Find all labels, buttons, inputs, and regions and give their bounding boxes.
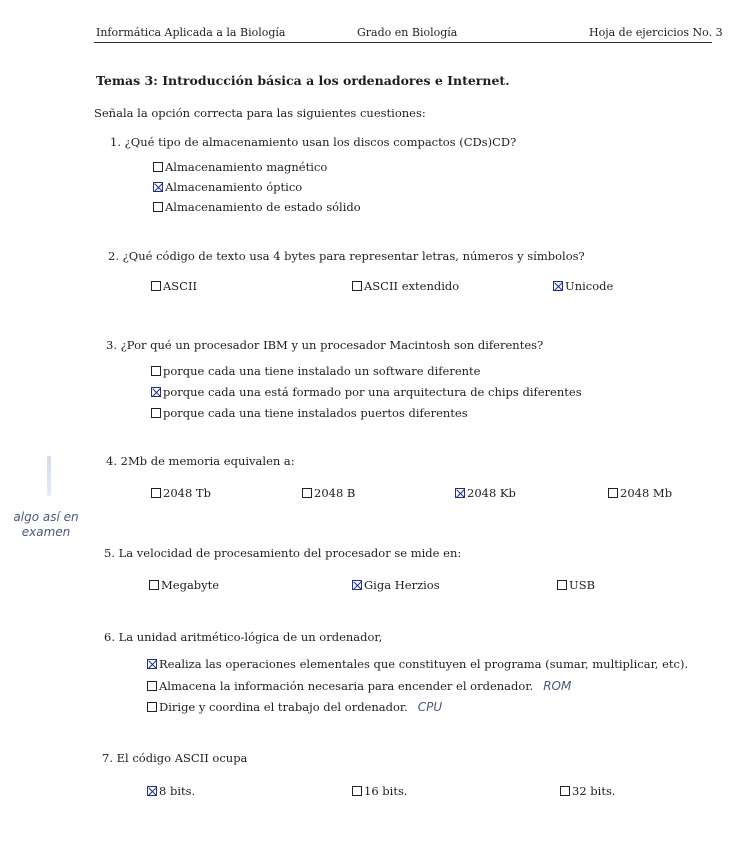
instructions: Señala la opción correcta para las siguientes cuestiones: (94, 106, 426, 120)
option-label: 2048 B (314, 486, 356, 500)
checkbox-q3-c[interactable] (151, 408, 161, 418)
checkbox-q2-b[interactable] (352, 281, 362, 291)
option-label: Almacenamiento magnético (165, 160, 328, 174)
question-1: 1. ¿Qué tipo de almacenamiento usan los discos compactos (CDs)CD? (110, 135, 517, 149)
checkbox-q5-b[interactable] (352, 580, 362, 590)
checkbox-q4-a[interactable] (151, 488, 161, 498)
option-label: Megabyte (161, 578, 220, 592)
option-q6-a[interactable] (147, 657, 688, 671)
option-q6-b[interactable] (147, 679, 571, 693)
option-label: 2048 Kb (467, 486, 516, 500)
option-q4-c[interactable] (455, 486, 516, 500)
checkbox-q4-c[interactable] (455, 488, 465, 498)
option-q7-c[interactable] (560, 784, 616, 798)
checkbox-q7-b[interactable] (352, 786, 362, 796)
option-q4-a[interactable] (151, 486, 211, 500)
option-q3-a[interactable] (151, 364, 481, 378)
option-label: porque cada una está formado por una arquitectura de chips diferentes (163, 385, 582, 399)
handwritten-margin-note (6, 510, 86, 540)
option-q2-b[interactable] (352, 279, 459, 293)
checkbox-q7-c[interactable] (560, 786, 570, 796)
option-label: ASCII (163, 279, 198, 293)
question-5: 5. La velocidad de procesamiento del procesador se mide en: (104, 546, 462, 560)
option-label: Realiza las operaciones elementales que constituyen el programa (sumar, multiplicar, etc). (159, 657, 689, 671)
option-label: Giga Herzios (364, 578, 440, 592)
handwritten-cpu-note: CPU (417, 700, 443, 714)
pen-mark (47, 456, 51, 496)
option-label: 2048 Mb (620, 486, 673, 500)
question-2: 2. ¿Qué código de texto usa 4 bytes para representar letras, números y símbolos? (108, 249, 585, 263)
option-label: Almacena la información necesaria para encender el ordenador. (159, 679, 534, 693)
page-title: Temas 3: Introducción básica a los ordenadores e Internet. (96, 73, 510, 88)
option-q4-d[interactable] (608, 486, 672, 500)
option-q7-b[interactable] (352, 784, 408, 798)
question-3: 3. ¿Por qué un procesador IBM y un procesador Macintosh son diferentes? (106, 338, 544, 352)
option-label: 32 bits. (572, 784, 616, 798)
checkbox-q2-a[interactable] (151, 281, 161, 291)
checkbox-q3-a[interactable] (151, 366, 161, 376)
checkbox-q1-c[interactable] (153, 202, 163, 212)
question-7: 7. El código ASCII ocupa (102, 751, 248, 765)
header-degree: Grado en Biología (357, 26, 458, 39)
header-course: Informática Aplicada a la Biología (96, 26, 286, 39)
option-label: Almacenamiento óptico (165, 180, 303, 194)
option-label: Almacenamiento de estado sólido (165, 200, 361, 214)
checkbox-q2-c[interactable] (553, 281, 563, 291)
option-q5-c[interactable] (557, 578, 595, 592)
option-label: porque cada una tiene instalados puertos diferentes (163, 406, 468, 420)
option-q1-b[interactable] (153, 180, 302, 194)
option-label: USB (569, 578, 596, 592)
option-q1-a[interactable] (153, 160, 327, 174)
option-q5-b[interactable] (352, 578, 440, 592)
option-label: 2048 Tb (163, 486, 211, 500)
question-6: 6. La unidad aritmético-lógica de un ordenador, (104, 630, 383, 644)
option-q2-a[interactable] (151, 279, 197, 293)
option-q1-c[interactable] (153, 200, 361, 214)
option-q2-c[interactable] (553, 279, 613, 293)
option-q3-c[interactable] (151, 406, 468, 420)
header-rule (94, 42, 712, 43)
checkbox-q6-a[interactable] (147, 659, 157, 669)
checkbox-q1-b[interactable] (153, 182, 163, 192)
checkbox-q3-b[interactable] (151, 387, 161, 397)
checkbox-q7-a[interactable] (147, 786, 157, 796)
option-q4-b[interactable] (302, 486, 355, 500)
handwritten-rom-note: ROM (543, 679, 572, 693)
option-q7-a[interactable] (147, 784, 195, 798)
option-q6-c[interactable] (147, 700, 442, 714)
header-sheet-number: Hoja de ejercicios No. 3 (589, 26, 723, 39)
checkbox-q6-c[interactable] (147, 702, 157, 712)
option-label: porque cada una tiene instalado un software diferente (163, 364, 481, 378)
option-label: ASCII extendido (364, 279, 460, 293)
option-label: 8 bits. (159, 784, 196, 798)
option-q3-b[interactable] (151, 385, 582, 399)
checkbox-q5-c[interactable] (557, 580, 567, 590)
checkbox-q1-a[interactable] (153, 162, 163, 172)
checkbox-q4-b[interactable] (302, 488, 312, 498)
question-4: 4. 2Mb de memoria equivalen a: (106, 454, 295, 468)
option-label: 16 bits. (364, 784, 408, 798)
checkbox-q6-b[interactable] (147, 681, 157, 691)
checkbox-q4-d[interactable] (608, 488, 618, 498)
checkbox-q5-a[interactable] (149, 580, 159, 590)
option-q5-a[interactable] (149, 578, 219, 592)
option-label: Dirige y coordina el trabajo del ordenador. (159, 700, 408, 714)
handwritten-margin-note-text: algo así en examen (13, 510, 79, 539)
option-label: Unicode (565, 279, 614, 293)
